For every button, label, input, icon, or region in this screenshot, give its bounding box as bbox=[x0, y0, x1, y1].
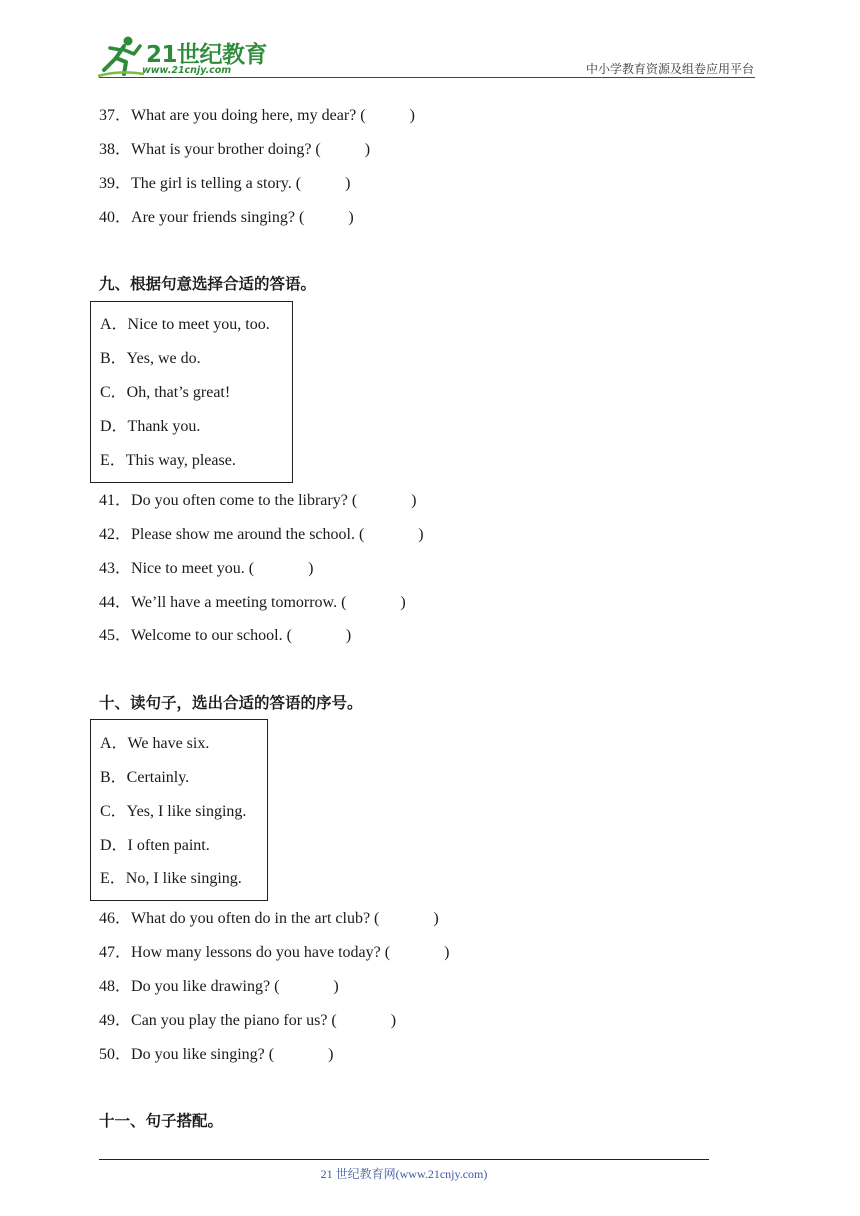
question-text: What do you often do in the art club? ( bbox=[131, 910, 380, 927]
question-number: 46． bbox=[99, 910, 132, 927]
question-text: How many lessons do you have today? ( bbox=[131, 944, 391, 961]
question-text: Do you like drawing? ( bbox=[131, 978, 280, 995]
question-number: 50． bbox=[99, 1046, 132, 1063]
platform-name: 中小学教育资源及组卷应用平台 bbox=[585, 62, 754, 76]
option-e: E．No, I like singing. bbox=[100, 870, 242, 887]
question-41: 41．Do you often come to the library? ( ) bbox=[99, 492, 417, 509]
question-40: 40．Are your friends singing? ( ) bbox=[99, 209, 354, 226]
question-text: Welcome to our school. ( bbox=[131, 627, 292, 644]
option-b: B．Yes, we do. bbox=[100, 350, 201, 367]
question-text: Nice to meet you. ( bbox=[131, 560, 255, 577]
option-c: C．Yes, I like singing. bbox=[100, 803, 247, 820]
question-38: 38．What is your brother doing? ( ) bbox=[99, 141, 371, 158]
option-a: A．Nice to meet you, too. bbox=[100, 316, 270, 333]
question-number: 48． bbox=[99, 978, 132, 995]
logo-title: 21世纪教育 bbox=[146, 42, 268, 68]
section-10-title: 十、读句子，选出合适的答语的序号。 bbox=[99, 694, 363, 712]
question-number: 47． bbox=[99, 944, 132, 961]
question-number: 39． bbox=[99, 175, 132, 192]
question-37: 37．What are you doing here, my dear? ( ) bbox=[99, 107, 415, 124]
question-text: Please show me around the school. ( bbox=[131, 526, 365, 543]
section-11-title: 十一、句子搭配。 bbox=[99, 1112, 224, 1130]
question-text: We’ll have a meeting tomorrow. ( bbox=[131, 594, 347, 611]
question-49: 49．Can you play the piano for us? ( ) bbox=[99, 1012, 397, 1029]
question-45: 45．Welcome to our school. ( ) bbox=[99, 627, 352, 644]
question-text: What is your brother doing? ( bbox=[131, 141, 321, 158]
question-text: Do you often come to the library? ( bbox=[131, 492, 358, 509]
question-text: The girl is telling a story. ( bbox=[131, 175, 302, 192]
footer-divider bbox=[99, 1159, 709, 1160]
question-43: 43．Nice to meet you. ( ) bbox=[99, 560, 314, 577]
question-50: 50．Do you like singing? ( ) bbox=[99, 1046, 334, 1063]
question-number: 43． bbox=[99, 560, 132, 577]
option-d: D．I often paint. bbox=[100, 837, 210, 854]
option-d: D．Thank you. bbox=[100, 418, 201, 435]
logo-url: www.21cnjy.com bbox=[142, 65, 232, 76]
footer-text[interactable]: 21 世纪教育网(www.21cnjy.com) bbox=[320, 1167, 488, 1181]
question-number: 38． bbox=[99, 141, 132, 158]
question-text: What are you doing here, my dear? ( bbox=[131, 107, 366, 124]
option-e: E．This way, please. bbox=[100, 452, 236, 469]
question-44: 44．We’ll have a meeting tomorrow. ( ) bbox=[99, 594, 406, 611]
question-number: 40． bbox=[99, 209, 132, 226]
question-text: Do you like singing? ( bbox=[131, 1046, 275, 1063]
question-number: 49． bbox=[99, 1012, 132, 1029]
question-number: 41． bbox=[99, 492, 132, 509]
question-47: 47．How many lessons do you have today? ( ) bbox=[99, 944, 450, 961]
question-number: 37． bbox=[99, 107, 132, 124]
option-c: C．Oh, that’s great! bbox=[100, 384, 231, 401]
header-divider bbox=[99, 77, 755, 78]
question-42: 42．Please show me around the school. ( ) bbox=[99, 526, 424, 543]
question-39: 39．The girl is telling a story. ( ) bbox=[99, 175, 351, 192]
question-46: 46．What do you often do in the art club? ( ) bbox=[99, 910, 439, 927]
site-logo bbox=[94, 34, 268, 80]
question-number: 45． bbox=[99, 627, 132, 644]
section-9-title: 九、根据句意选择合适的答语。 bbox=[99, 275, 317, 293]
question-text: Can you play the piano for us? ( bbox=[131, 1012, 337, 1029]
question-number: 42． bbox=[99, 526, 132, 543]
runner-logo-icon bbox=[94, 34, 146, 80]
option-a: A．We have six. bbox=[100, 735, 210, 752]
question-48: 48．Do you like drawing? ( ) bbox=[99, 978, 339, 995]
question-number: 44． bbox=[99, 594, 132, 611]
option-b: B．Certainly. bbox=[100, 769, 190, 786]
question-text: Are your friends singing? ( bbox=[131, 209, 305, 226]
